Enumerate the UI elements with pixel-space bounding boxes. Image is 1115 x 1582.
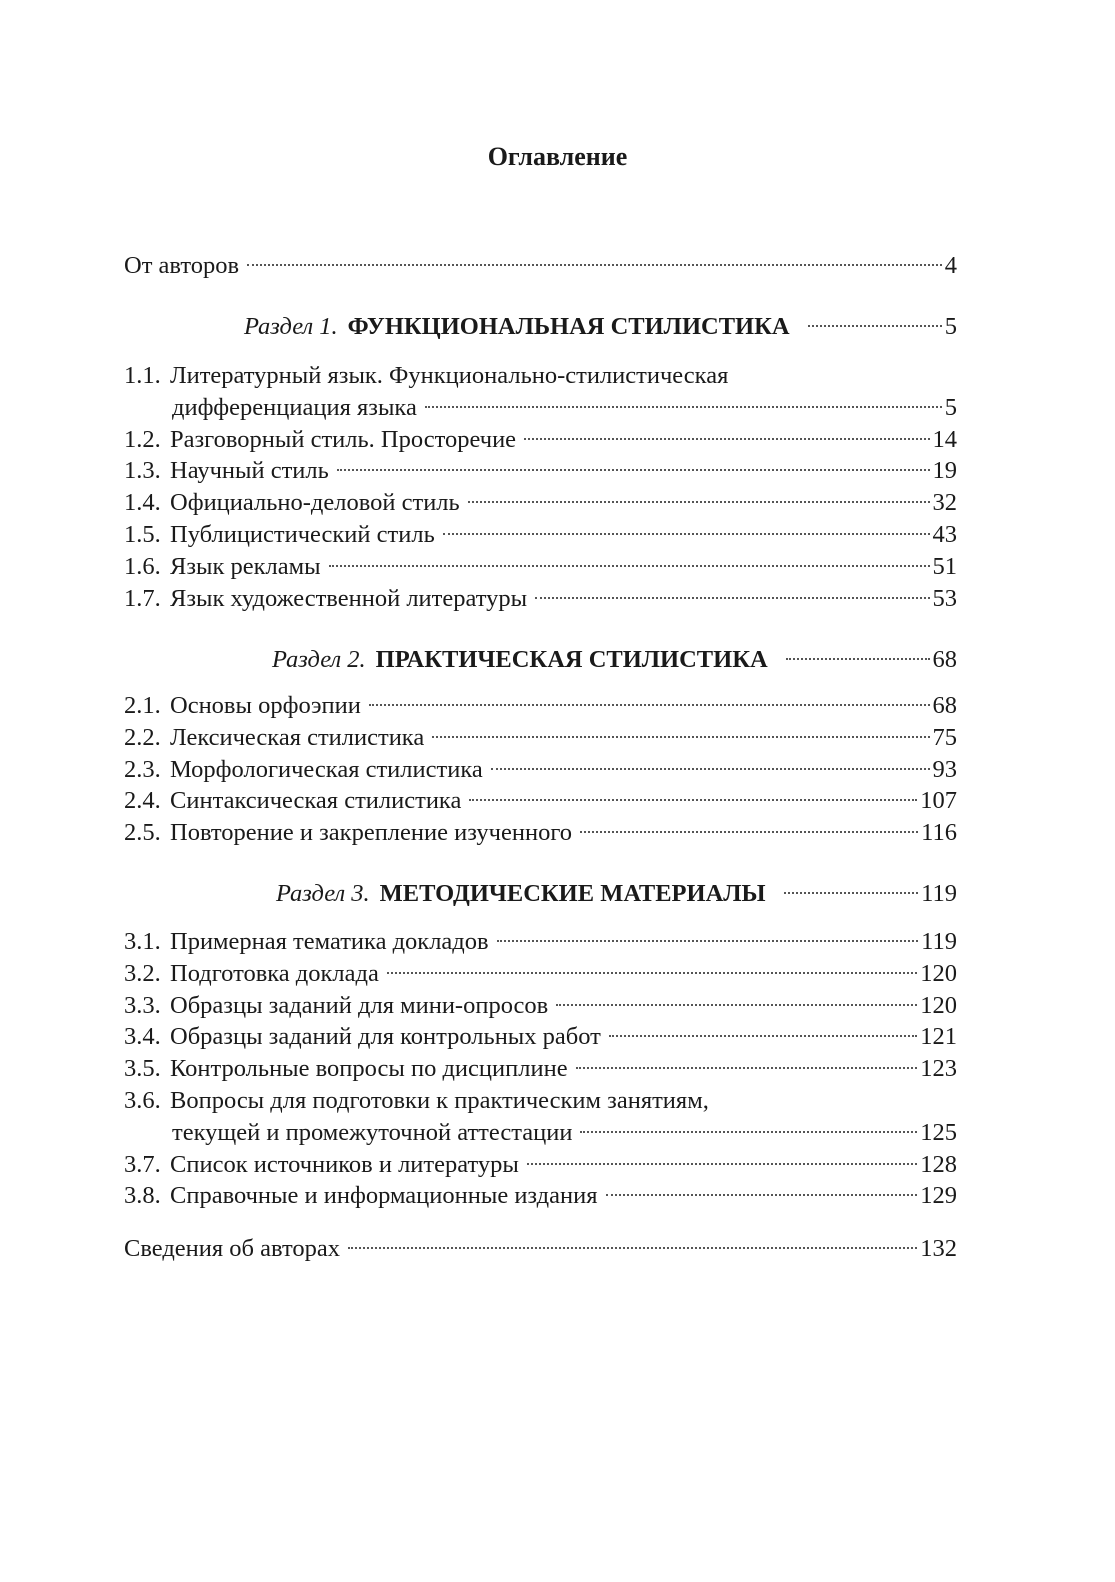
entry-number: 1.3. xyxy=(124,457,161,485)
toc-entry[interactable] xyxy=(124,1149,957,1181)
entry-text: Сведения об авторах xyxy=(124,1235,340,1262)
section-page: 68 xyxy=(932,646,957,673)
toc-entry[interactable] xyxy=(124,1053,957,1085)
section-heading-2 xyxy=(272,644,957,676)
entry-text: Образцы заданий для мини-опросов xyxy=(170,991,549,1019)
entry-text: Язык художественной литературы xyxy=(170,584,528,612)
entry-page: 51 xyxy=(932,552,957,580)
dot-leader xyxy=(443,533,930,535)
entry-page: 68 xyxy=(932,692,957,719)
entry-page: 120 xyxy=(920,991,957,1019)
entry-text: Язык рекламы xyxy=(170,552,321,580)
entry-number: 3.6. xyxy=(124,1086,161,1114)
dot-leader xyxy=(786,658,930,660)
entry-number: 3.4. xyxy=(124,1023,161,1051)
toc-entry[interactable] xyxy=(124,926,957,958)
section-label: Раздел 2. xyxy=(272,646,366,673)
entry-number: 1.4. xyxy=(124,489,161,517)
dot-leader xyxy=(468,501,930,503)
section-heading[interactable] xyxy=(272,644,957,676)
entry-page: 123 xyxy=(920,1055,957,1083)
toc-entry[interactable] xyxy=(124,250,957,282)
entry-number: 3.3. xyxy=(124,991,161,1019)
section-title: ПРАКТИЧЕСКАЯ СТИЛИСТИКА xyxy=(375,646,768,673)
dot-leader xyxy=(247,264,942,266)
dot-leader xyxy=(580,831,918,833)
dot-leader xyxy=(425,406,942,408)
toc-entry[interactable] xyxy=(124,690,957,722)
dot-leader xyxy=(348,1247,917,1249)
entry-text: дифференциация языка xyxy=(172,393,417,421)
dot-leader xyxy=(497,940,919,942)
dot-leader xyxy=(387,972,917,974)
entry-page: 75 xyxy=(932,723,957,751)
dot-leader xyxy=(369,704,930,706)
entry-text: текущей и промежуточной аттестации xyxy=(172,1118,573,1146)
entry-number: 2.4. xyxy=(124,787,161,815)
entry-number: 2.5. xyxy=(124,819,161,847)
toc-entry[interactable] xyxy=(124,360,957,392)
entry-page: 53 xyxy=(932,584,957,612)
dot-leader xyxy=(535,597,929,599)
entry-number: 3.7. xyxy=(124,1150,161,1178)
entry-page: 43 xyxy=(932,520,957,548)
dot-leader xyxy=(337,469,930,471)
entry-text: Литературный язык. Функционально-стилистическая xyxy=(170,362,729,389)
entry-page: 93 xyxy=(932,755,957,783)
entry-page: 4 xyxy=(944,252,957,279)
entry-number: 2.1. xyxy=(124,692,161,719)
dot-leader xyxy=(556,1004,917,1006)
section-1-entries xyxy=(124,360,957,614)
toc-entry[interactable] xyxy=(124,551,957,583)
section-label: Раздел 1. xyxy=(244,313,338,340)
toc-entry[interactable] xyxy=(124,1085,957,1117)
entry-number: 2.2. xyxy=(124,723,161,751)
entry-page: 19 xyxy=(932,457,957,485)
toc-intro xyxy=(124,250,957,282)
entry-text: Официально-деловой стиль xyxy=(170,489,460,517)
toc-entry[interactable] xyxy=(124,487,957,519)
toc-entry[interactable] xyxy=(124,754,957,786)
entry-text: Публицистический стиль xyxy=(170,520,435,548)
toc-outro xyxy=(124,1233,957,1265)
entry-text: Список источников и литературы xyxy=(170,1150,519,1178)
toc-entry[interactable] xyxy=(124,1233,957,1265)
entry-text: Лексическая стилистика xyxy=(170,723,425,751)
section-page: 5 xyxy=(944,313,957,340)
toc-entry[interactable] xyxy=(124,1180,957,1212)
entry-text: Справочные и информационные издания xyxy=(170,1182,598,1210)
entry-number: 1.5. xyxy=(124,520,161,548)
dot-leader xyxy=(580,1131,917,1133)
toc-entry[interactable] xyxy=(124,958,957,990)
entry-number: 3.8. xyxy=(124,1182,161,1210)
entry-page: 14 xyxy=(932,425,957,453)
section-heading[interactable] xyxy=(276,878,957,910)
dot-leader xyxy=(784,892,919,894)
toc-entry[interactable] xyxy=(124,722,957,754)
entry-page: 107 xyxy=(920,787,957,815)
entry-page: 5 xyxy=(944,393,957,421)
dot-leader xyxy=(808,325,942,327)
entry-page: 128 xyxy=(920,1150,957,1178)
section-heading[interactable] xyxy=(244,311,957,343)
section-2-entries xyxy=(124,690,957,849)
page-title: Оглавление xyxy=(487,142,628,171)
section-title: ФУНКЦИОНАЛЬНАЯ СТИЛИСТИКА xyxy=(347,313,790,340)
entry-text: Научный стиль xyxy=(170,457,329,485)
entry-page: 129 xyxy=(920,1182,957,1210)
entry-page: 116 xyxy=(921,819,957,847)
entry-number: 1.7. xyxy=(124,584,161,612)
toc-entry[interactable] xyxy=(124,519,957,551)
section-heading-3 xyxy=(276,878,957,910)
dot-leader xyxy=(606,1194,918,1196)
toc-entry-continuation[interactable] xyxy=(124,392,957,424)
entry-page: 119 xyxy=(921,928,957,955)
entry-number: 3.5. xyxy=(124,1055,161,1083)
entry-number: 3.2. xyxy=(124,959,161,987)
dot-leader xyxy=(609,1035,917,1037)
entry-number: 1.1. xyxy=(124,362,161,389)
entry-text: Контрольные вопросы по дисциплине xyxy=(170,1055,568,1083)
dot-leader xyxy=(469,799,917,801)
section-heading-1 xyxy=(244,311,957,343)
toc-entry[interactable] xyxy=(124,817,957,849)
entry-text: Образцы заданий для контрольных работ xyxy=(170,1023,601,1051)
section-3-entries xyxy=(124,926,957,1212)
entry-page: 132 xyxy=(920,1235,957,1262)
toc-entry[interactable] xyxy=(124,1021,957,1053)
entry-text: Разговорный стиль. Просторечие xyxy=(170,425,517,453)
entry-text: Основы орфоэпии xyxy=(170,692,361,719)
entry-number: 1.6. xyxy=(124,552,161,580)
entry-page: 125 xyxy=(920,1118,957,1146)
dot-leader xyxy=(329,565,930,567)
entry-text: Подготовка доклада xyxy=(170,959,379,987)
toc-entry[interactable] xyxy=(124,455,957,487)
entry-page: 32 xyxy=(932,489,957,517)
entry-text: Синтаксическая стилистика xyxy=(170,787,462,815)
dot-leader xyxy=(524,438,929,440)
toc-entry[interactable] xyxy=(124,990,957,1022)
entry-text: От авторов xyxy=(124,252,240,279)
entry-text: Повторение и закрепление изученного xyxy=(170,819,573,847)
dot-leader xyxy=(576,1067,918,1069)
entry-page: 120 xyxy=(920,959,957,987)
section-label: Раздел 3. xyxy=(276,880,370,907)
toc-entry[interactable] xyxy=(124,785,957,817)
section-title: МЕТОДИЧЕСКИЕ МАТЕРИАЛЫ xyxy=(379,880,766,907)
toc-entry[interactable] xyxy=(124,424,957,456)
entry-text: Примерная тематика докладов xyxy=(170,928,489,955)
entry-text: Вопросы для подготовки к практическим занятиям, xyxy=(170,1086,709,1114)
dot-leader xyxy=(527,1163,917,1165)
toc-entry[interactable] xyxy=(124,583,957,615)
entry-number: 1.2. xyxy=(124,425,161,453)
entry-number: 3.1. xyxy=(124,928,161,955)
toc-entry-continuation[interactable] xyxy=(124,1117,957,1149)
entry-number: 2.3. xyxy=(124,755,161,783)
dot-leader xyxy=(432,736,929,738)
entry-text: Морфологическая стилистика xyxy=(170,755,483,783)
dot-leader xyxy=(491,768,930,770)
section-page: 119 xyxy=(921,880,957,907)
entry-page: 121 xyxy=(920,1023,957,1051)
